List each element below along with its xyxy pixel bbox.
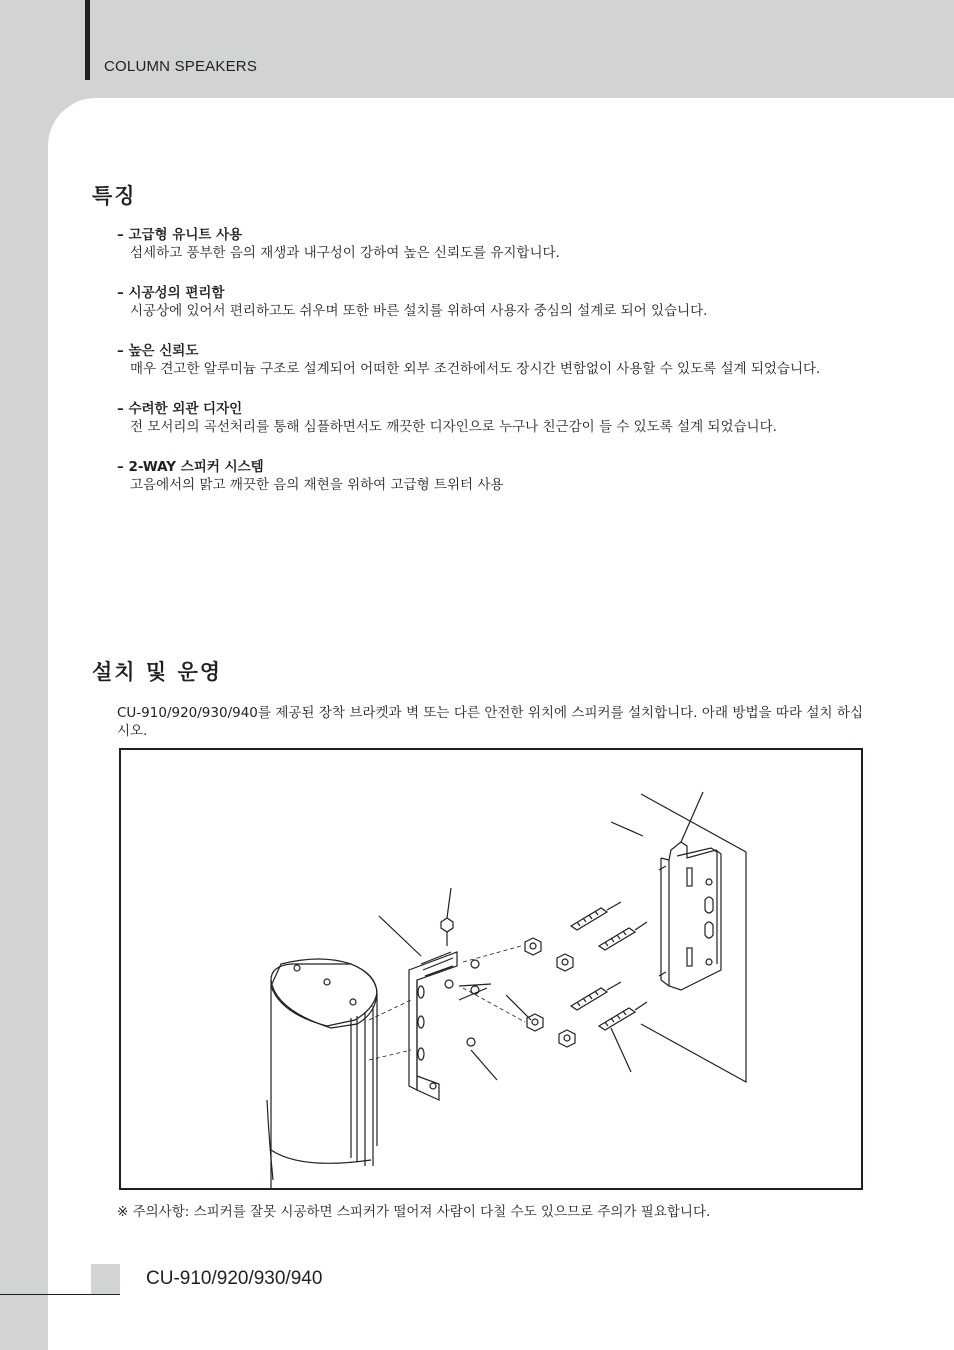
feature-heading: – 시공성의 편리함 <box>117 285 225 301</box>
feature-heading: – 높은 신뢰도 <box>117 343 199 359</box>
feature-heading: – 고급형 유니트 사용 <box>117 227 243 243</box>
feature-description: 전 모서리의 곡선처리를 통해 심플하면서도 깨끗한 디자인으로 누구나 친근감이 들 수 있도록 설계 되었습니다. <box>130 419 777 435</box>
footer-rule <box>0 1294 120 1295</box>
header-label: COLUMN SPEAKERS <box>104 58 258 75</box>
feature-heading: – 2-WAY 스피커 시스템 <box>117 459 264 475</box>
installation-diagram <box>119 748 863 1190</box>
install-title: 설치 및 운영 <box>92 660 223 684</box>
features-title: 특징 <box>92 184 137 208</box>
hex-nuts <box>525 938 575 1047</box>
install-intro: CU-910/920/930/940를 제공된 장착 브라켓과 벽 또는 다른 안전한 위치에 스피커를 설치합니다. 아래 방법을 따라 설치 하십시오. <box>117 705 863 739</box>
caution-note: ※ 주의사항: 스피커를 잘못 시공하면 스피커가 떨어져 사람이 다칠 수도 있으므로 주의가 필요합니다. <box>117 1204 711 1220</box>
feature-item <box>117 400 877 436</box>
wall-anchors <box>571 902 647 1030</box>
feature-heading: – 수려한 외관 디자인 <box>117 401 243 417</box>
wall-plane <box>641 794 746 1082</box>
feature-item <box>117 342 877 378</box>
footer-model-number: CU-910/920/930/940 <box>146 1268 323 1289</box>
feature-item <box>117 284 877 320</box>
column-speaker <box>267 959 377 1188</box>
footer-marker <box>91 1264 120 1294</box>
screws <box>441 888 497 1080</box>
speaker-bracket <box>379 916 457 1100</box>
alignment-lines <box>369 946 525 1060</box>
header-accent-bar <box>85 0 90 80</box>
feature-item <box>117 226 877 262</box>
feature-description: 고음에서의 맑고 깨끗한 음의 재현을 위하여 고급형 트위터 사용 <box>130 477 504 493</box>
feature-description: 섬세하고 풍부한 음의 재생과 내구성이 강하여 높은 신뢰도를 유지합니다. <box>130 245 560 261</box>
wall-bracket <box>659 842 721 990</box>
feature-description: 시공상에 있어서 편리하고도 쉬우며 또한 바른 설치를 위하여 사용자 중심의 설계로 되어 있습니다. <box>130 303 708 319</box>
feature-description: 매우 견고한 알루미늄 구조로 설계되어 어떠한 외부 조건하에서도 장시간 변함없이 사용할 수 있도록 설계 되었습니다. <box>130 361 821 377</box>
feature-item <box>117 458 877 494</box>
